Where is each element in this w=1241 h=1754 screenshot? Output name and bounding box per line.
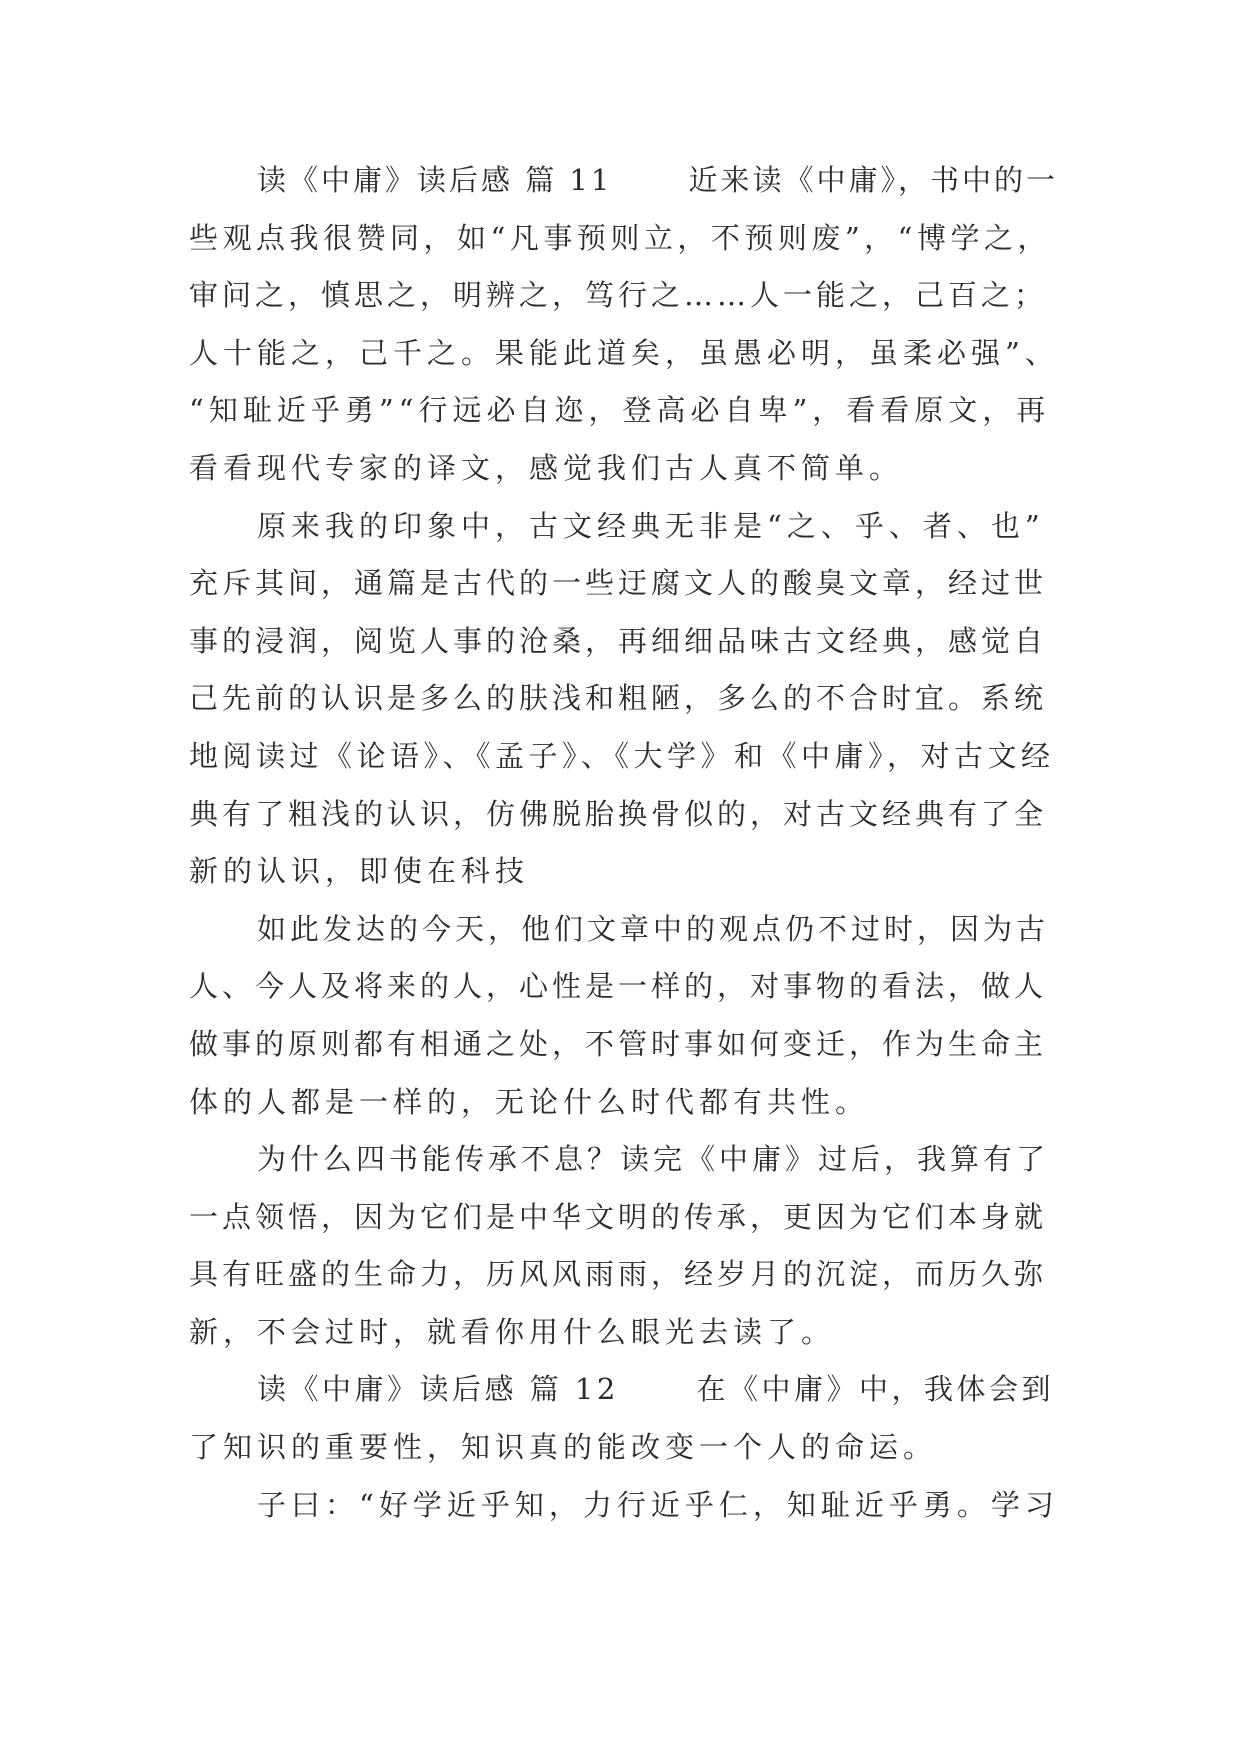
text-line: “知耻近乎勇”“行远必自迩，登高必自卑”，看看原文，再 bbox=[189, 393, 1051, 428]
text-line: 为什么四书能传承不息？读完《中庸》过后，我算有了 bbox=[257, 1142, 1050, 1177]
text-line: 些观点我很赞同，如“凡事预则立，不预则废”，“博学之， bbox=[189, 220, 1051, 255]
text-line: 典有了粗浅的认识，仿佛脱胎换骨似的，对古文经典有了全 bbox=[189, 796, 1048, 831]
text-line: 原来我的印象中，古文经典无非是“之、乎、者、也” bbox=[257, 508, 1045, 543]
text-line: 地阅读过《论语》、《孟子》、《大学》和《中庸》，对古文经 bbox=[189, 738, 1055, 773]
document-body bbox=[189, 152, 1059, 1534]
text-line: 事的浸润，阅览人事的沧桑，再细细品味古文经典，感觉自 bbox=[189, 623, 1048, 658]
text-line: 一点领悟，因为它们是中华文明的传承，更因为它们本身就 bbox=[189, 1199, 1048, 1234]
text-line: 己先前的认识是多么的肤浅和粗陋，多么的不合时宜。系统 bbox=[189, 681, 1048, 716]
text-line: 具有旺盛的生命力，历风风雨雨，经岁月的沉淀，而历久弥 bbox=[189, 1257, 1048, 1292]
text-line: 新，不会过时，就看你用什么眼光去读了。 bbox=[189, 1314, 836, 1349]
text-line: 体的人都是一样的，无论什么时代都有共性。 bbox=[189, 1084, 870, 1119]
text-line: 读《中庸》读后感 篇 12 在《中庸》中，我体会到 bbox=[257, 1372, 1055, 1407]
text-line: 审问之，慎思之，明辨之，笃行之……人一能之，己百之； bbox=[189, 278, 1048, 313]
text-line: 子曰：“好学近乎知，力行近乎仁，知耻近乎勇。学习 bbox=[257, 1487, 1059, 1522]
text-line: 做事的原则都有相通之处，不管时事如何变迁，作为生命主 bbox=[189, 1026, 1048, 1061]
text-line: 如此发达的今天，他们文章中的观点仍不过时，因为古 bbox=[257, 911, 1050, 946]
text-line: 人、今人及将来的人，心性是一样的，对事物的看法，做人 bbox=[189, 969, 1048, 1004]
text-line: 看看现代专家的译文，感觉我们古人真不简单。 bbox=[189, 450, 904, 485]
text-line: 充斥其间，通篇是古代的一些迂腐文人的酸臭文章，经过世 bbox=[189, 566, 1048, 601]
text-line: 了知识的重要性，知识真的能改变一个人的命运。 bbox=[189, 1430, 938, 1465]
text-line: 人十能之，己千之。果能此道矣，虽愚必明，虽柔必强”、 bbox=[189, 335, 1059, 370]
text-line: 读《中庸》读后感 篇 11 近来读《中庸》，书中的一 bbox=[257, 163, 1059, 197]
text-line: 新的认识，即使在科技 bbox=[189, 854, 530, 889]
